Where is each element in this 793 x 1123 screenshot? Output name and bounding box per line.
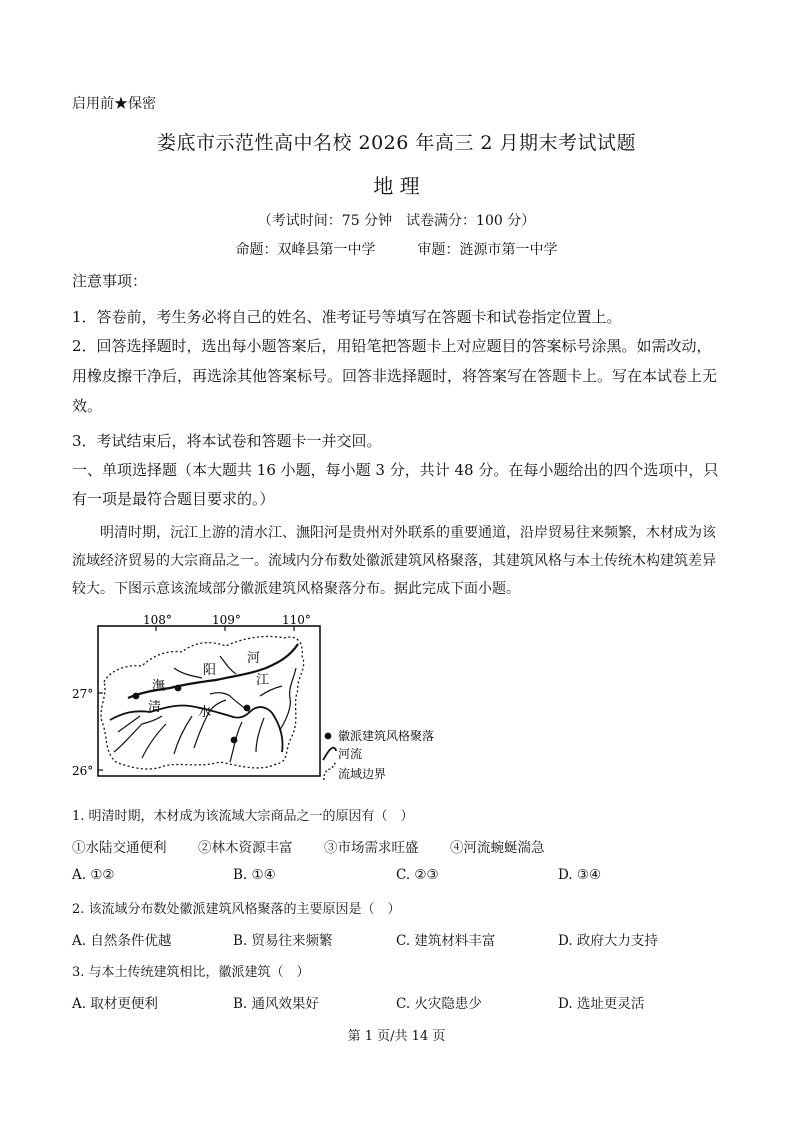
settlement-dot (244, 705, 251, 712)
exam-info: （考试时间：75 分钟 试卷满分：100 分） (257, 213, 536, 229)
lat-label-27: 27° (72, 687, 94, 701)
q3-option-d[interactable]: D. 选址更灵活 (558, 996, 645, 1012)
river-label: 阳 (203, 663, 217, 678)
q1-option-b[interactable]: B. ①④ (233, 867, 276, 883)
confidential-mark: 启用前★保密 (72, 96, 156, 112)
q2-option-b[interactable]: B. 贸易往来频繁 (233, 933, 333, 949)
river-label: 潕 (152, 679, 166, 694)
watershed-map (70, 612, 450, 787)
river-label: 清 (148, 700, 162, 715)
q3-option-c[interactable]: C. 火灾隐患少 (396, 996, 482, 1012)
q1-statement-1: ①水陆交通便利 (72, 840, 167, 856)
lon-label-110: 110° (282, 613, 311, 627)
notes-heading: 注意事项： (72, 272, 148, 290)
q1-option-a[interactable]: A. ①② (72, 867, 115, 883)
note-item-3: 3．考试结束后，将本试卷和答题卡一并交回。 (72, 432, 382, 450)
watershed-boundary (101, 636, 304, 769)
q2-option-a[interactable]: A. 自然条件优越 (72, 933, 172, 949)
question-2-stem: 2. 该流域分布数处徽派建筑风格聚落的主要原因是（ ） (72, 902, 401, 917)
river-label: 河 (247, 651, 261, 666)
page-number: 第 1 页/共 14 页 (347, 1029, 446, 1044)
lat-label-26: 26° (72, 764, 94, 778)
legend-settlement-icon (325, 733, 332, 740)
q3-option-a[interactable]: A. 取材更便利 (72, 996, 158, 1012)
river-label: 江 (256, 673, 270, 688)
note-item-1: 1．答卷前，考生务必将自己的姓名、准考证号等填写在答题卡和试卷指定位置上。 (72, 308, 622, 326)
q1-statement-3: ③市场需求旺盛 (324, 840, 419, 856)
passage: 明清时期，沅江上游的清水江、潕阳河是贵州对外联系的重要通道，沿岸贸易往来频繁，木材成为该流域经济贸易的大宗商品之一。流域内分布数处徽派建筑风格聚落，其建筑风格与本土传统木构建筑差异较大。下图示意该流域部分徽派建筑风格聚落分布。据此完成下面小题。 (72, 525, 716, 597)
q2-option-d[interactable]: D. 政府大力支持 (558, 933, 658, 949)
legend-boundary: 流域边界 (338, 767, 387, 781)
lon-label-108: 108° (143, 613, 172, 627)
legend-river-icon (323, 748, 336, 760)
q1-option-c[interactable]: C. ②③ (396, 867, 439, 883)
q1-option-d[interactable]: D. ③④ (558, 867, 602, 883)
question-1-stem: 1. 明清时期，木材成为该流域大宗商品之一的原因有（ ） (72, 809, 414, 824)
settlement-dot (133, 693, 140, 700)
authors-line: 命题：双峰县第一中学 审题：涟源市第一中学 (235, 242, 558, 258)
q3-option-b[interactable]: B. 通风效果好 (233, 996, 320, 1012)
q2-option-c[interactable]: C. 建筑材料丰富 (396, 933, 496, 949)
page-title: 娄底市示范性高中名校 2026 年高三 2 月期末考试试题 (156, 132, 637, 154)
subject-title: 地 理 (373, 174, 420, 198)
section-heading: 一、单项选择题（本大题共 16 小题，每小题 3 分，共计 48 分。在每小题给出的四个选项中，只有一项是最符合题目要求的。） (72, 461, 719, 508)
note-item-2: 2．回答选择题时，选出每小题答案后，用铅笔把答题卡上对应题目的答案标号涂黑。如需改动，用橡皮擦干净后，再选涂其他答案标号。回答非选择题时，将答案写在答题卡上。写在本试卷上无效。 (72, 337, 718, 415)
legend-settlement: 徽派建筑风格聚落 (338, 729, 435, 743)
legend-river: 河流 (338, 747, 363, 761)
q1-statement-4: ④河流蜿蜒湍急 (450, 840, 545, 856)
river-label: 水 (198, 705, 212, 720)
settlement-dot (175, 685, 182, 692)
legend-boundary-icon (324, 762, 336, 780)
question-3-stem: 3. 与本土传统建筑相比，徽派建筑（ ） (72, 965, 310, 980)
lon-label-109: 109° (212, 613, 241, 627)
settlement-dot (231, 737, 238, 744)
q1-statement-2: ②林木资源丰富 (198, 840, 293, 856)
